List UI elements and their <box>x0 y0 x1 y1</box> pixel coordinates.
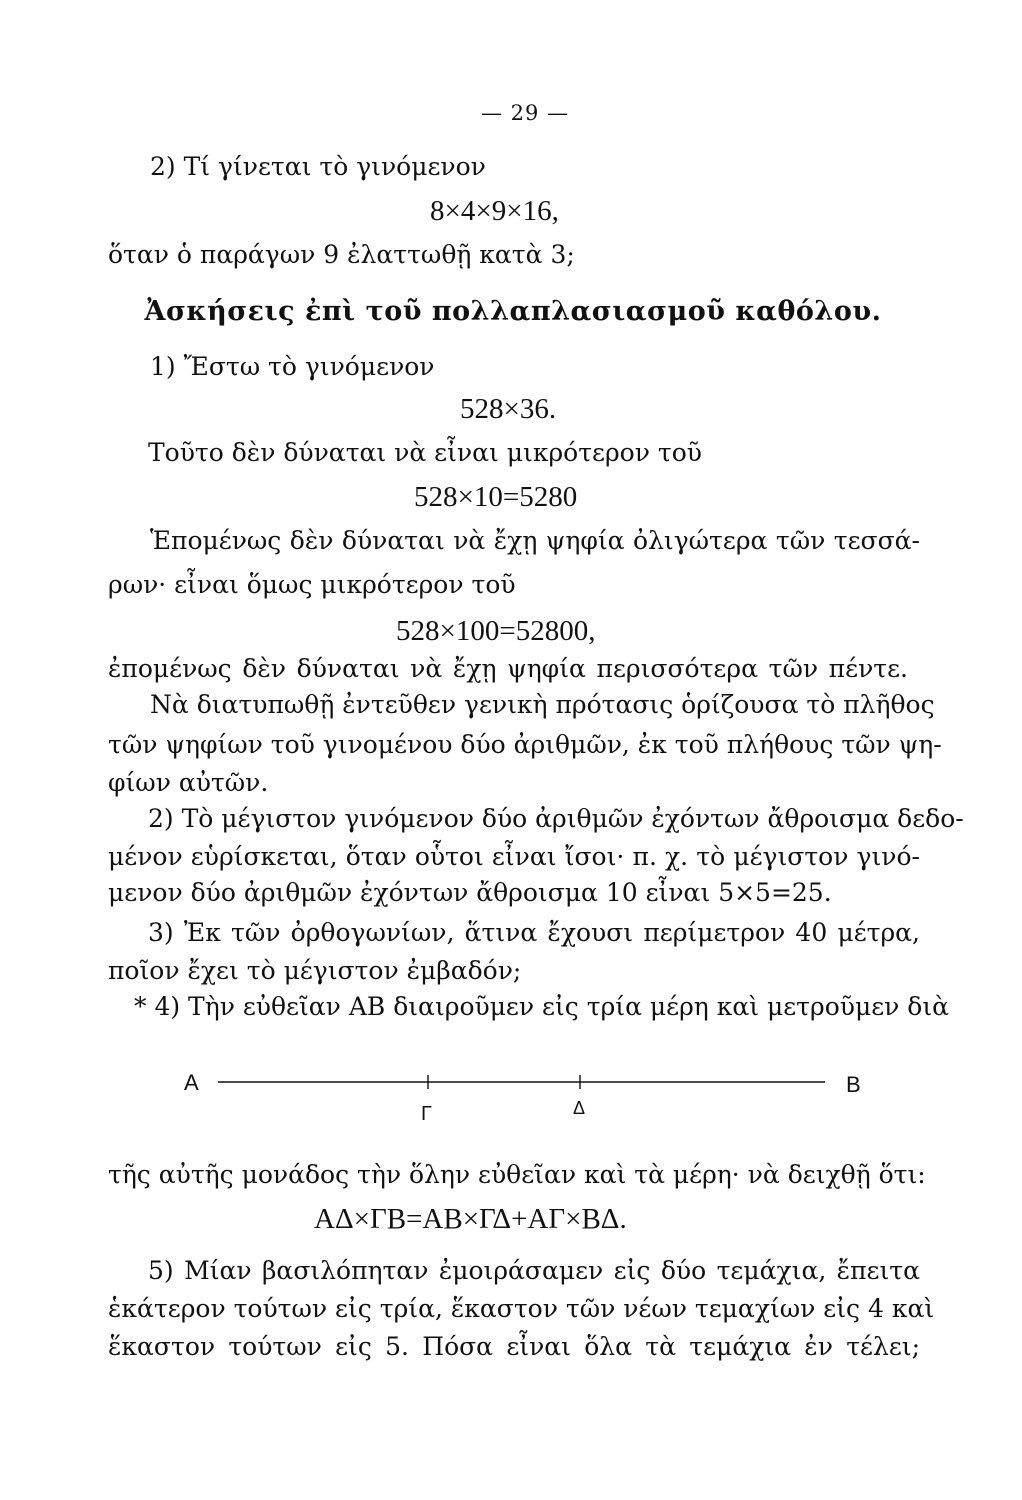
text-line: * 4) Τὴν εὐθεῖαν ΑΒ διαιροῦμεν εἰς τρία μέρη καὶ μετροῦμεν διὰ <box>134 992 950 1021</box>
point-label-g: Γ <box>421 1103 433 1125</box>
equation-product: 8×4×9×16, <box>430 195 559 227</box>
point-label-b: Β <box>846 1072 861 1097</box>
text-line: ἕκαστον τούτων εἰς 5. Πόσα εἶναι ὅλα τὰ τεμάχια ἐν τέλει; <box>108 1332 920 1361</box>
equation-528x100: 528×100=52800, <box>396 615 596 647</box>
exercise-2-condition: ὅταν ὁ παράγων 9 ἐλαττωθῇ κατὰ 3; <box>108 240 575 269</box>
text-line: ἑκάτερον τούτων εἰς τρία, ἕκαστον τῶν νέων τεμαχίων εἰς 4 καὶ <box>108 1294 935 1323</box>
equation-segments: ΑΔ×ΓΒ=ΑΒ×ΓΔ+ΑΓ×ΒΔ. <box>314 1203 627 1235</box>
text-line: φίων αὐτῶν. <box>108 768 269 797</box>
exercise-2-question: 2) Τί γίνεται τὸ γινόμενον <box>150 152 486 181</box>
text-line: τῆς αὐτῆς μονάδος τὴν ὅλην εὐθεῖαν καὶ τὰ μέρη· νὰ δειχθῇ ὅτι: <box>108 1160 926 1189</box>
section-heading: Ἀσκήσεις ἐπὶ τοῦ πολλαπλασιασμοῦ καθόλου. <box>144 296 882 327</box>
text-line: Τοῦτο δὲν δύναται νὰ εἶναι μικρότερον τοῦ <box>148 438 702 467</box>
text-line: 5) Μίαν βασιλόπηταν ἐμοιράσαμεν εἰς δύο τεμάχια, ἔπειτα <box>148 1256 920 1285</box>
text-line: 2) Τὸ μέγιστον γινόμενον δύο ἀριθμῶν ἐχόντων ἄθροισμα δεδο- <box>148 804 964 833</box>
text-line: μενον δύο ἀριθμῶν ἐχόντων ἄθροισμα 10 εἶναι 5×5=25. <box>108 878 832 907</box>
text-line: ἐπομένως δὲν δύναται νὰ ἔχῃ ψηφία περισσότερα τῶν πέντε. <box>108 654 908 683</box>
text-line: ποῖον ἔχει τὸ μέγιστον ἐμβαδόν; <box>108 956 522 985</box>
page-number: — 29 — <box>480 101 570 125</box>
text-line: Ἑπομένως δὲν δύναται νὰ ἔχῃ ψηφία ὀλιγώτερα τῶν τεσσά- <box>150 526 920 555</box>
equation-528x10: 528×10=5280 <box>414 481 578 513</box>
text-line: Νὰ διατυπωθῇ ἐντεῦθεν γενικὴ πρότασις ὁρίζουσα τὸ πλῆθος <box>150 690 935 719</box>
point-label-a: Α <box>184 1070 199 1095</box>
equation-528x36: 528×36. <box>460 393 557 425</box>
text-line: ρων· εἶναι ὅμως μικρότερον τοῦ <box>108 570 516 599</box>
text-line: μένον εὑρίσκεται, ὅταν οὗτοι εἶναι ἴσοι· π. χ. τὸ μέγιστον γινό- <box>108 842 920 871</box>
point-label-d: Δ <box>573 1098 586 1118</box>
exercise-1-intro: 1) Ἔστω τὸ γινόμενον <box>150 352 435 381</box>
line-segment-diagram <box>180 1058 880 1128</box>
text-line: 3) Ἐκ τῶν ὀρθογωνίων, ἅτινα ἔχουσι περίμετρον 40 μέτρα, <box>148 918 920 947</box>
text-line: τῶν ψηφίων τοῦ γινομένου δύο ἀριθμῶν, ἐκ τοῦ πλήθους τῶν ψη- <box>108 730 942 759</box>
